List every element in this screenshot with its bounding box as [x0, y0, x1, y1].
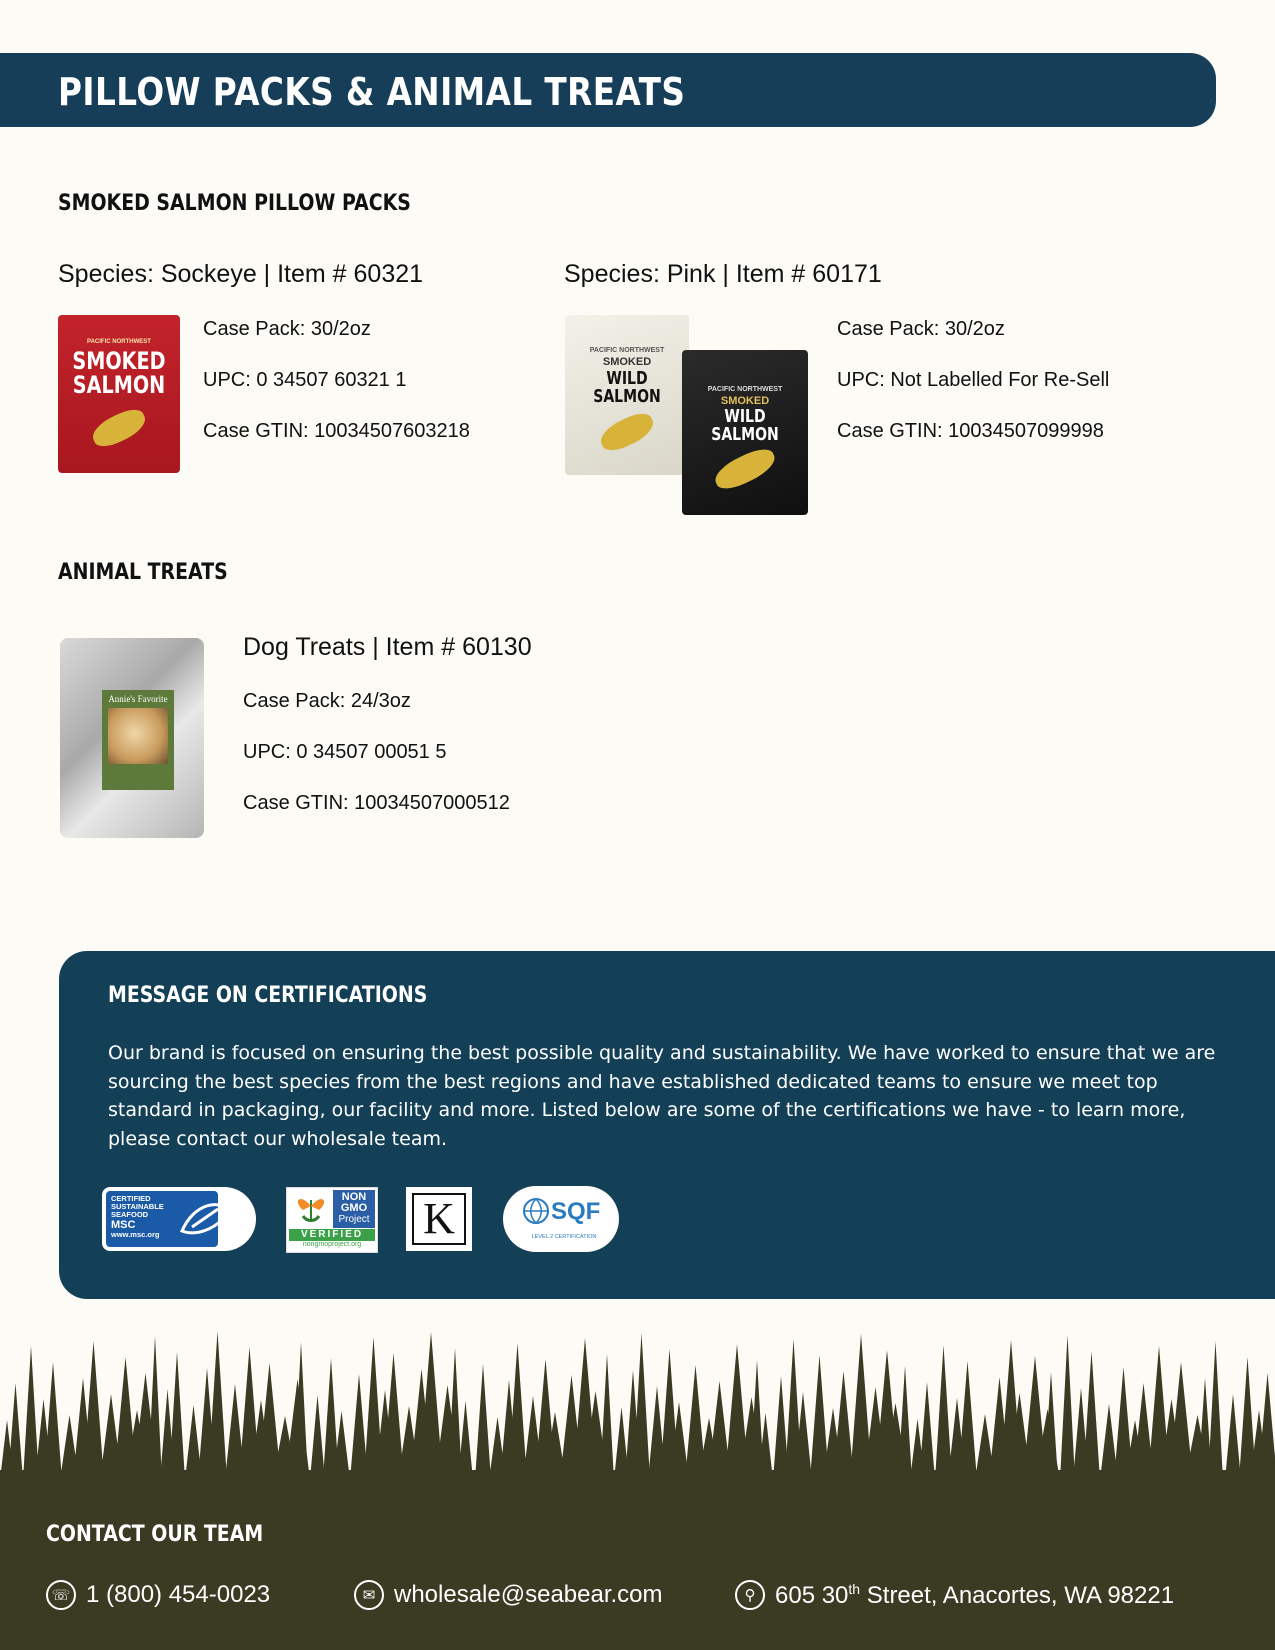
- pine-tree: [919, 1382, 935, 1480]
- pine-tree: [8, 1383, 23, 1480]
- pack-brand-text: PACIFIC NORTHWEST: [87, 339, 151, 345]
- certifications-body: Our brand is focused on ensuring the best possible quality and sustainability. We have worked to ensure that we are sourcing the best species from the best regions and have established dedicated teams to ensure we meet top standard in packaging, our facility and more. Listed below are some of the certifications we have - to learn more, please contact our wholesale team.: [108, 1042, 1216, 1150]
- pine-tree: [458, 1401, 473, 1480]
- sockeye-item-header: Species: Sockeye | Item # 60321: [58, 260, 424, 288]
- pine-tree: [935, 1345, 952, 1480]
- msc-url: www.msc.org: [111, 1230, 160, 1239]
- pine-tree: [310, 1395, 325, 1480]
- pack-wild-salmon-text: WILD SALMON: [711, 406, 779, 445]
- pine-tree: [898, 1366, 912, 1480]
- pack-smoked-text: SMOKED: [720, 395, 770, 407]
- email-address[interactable]: wholesale@seabear.com: [394, 1581, 663, 1608]
- sqf-text: SQF: [551, 1198, 601, 1225]
- mail-icon: ✉: [354, 1580, 384, 1610]
- msc-fish-icon: [174, 1197, 234, 1241]
- msc-mark: MSC: [111, 1219, 136, 1231]
- nongmo-gmo: GMO: [340, 1202, 368, 1214]
- contact-email[interactable]: [354, 1580, 663, 1610]
- nongmo-non: NON: [341, 1191, 367, 1203]
- pink-item-header: Species: Pink | Item # 60171: [564, 260, 882, 288]
- nongmo-url: nongmoproject.org: [302, 1241, 362, 1248]
- dog-photo: [108, 708, 168, 764]
- bag-brand-text: Annie's Favorite: [108, 694, 168, 704]
- nongmo-project: Project: [338, 1214, 370, 1225]
- contact-phone[interactable]: [46, 1580, 270, 1610]
- salmon-fish-icon: [88, 404, 150, 451]
- pack-salmon-text: SALMON: [72, 371, 166, 399]
- butterfly-icon: [289, 1190, 333, 1228]
- msc-line: SUSTAINABLE: [111, 1202, 164, 1211]
- kosher-logo: [406, 1187, 472, 1251]
- animal-treats-heading: ANIMAL TREATS: [58, 560, 228, 585]
- contact-heading: CONTACT OUR TEAM: [46, 1522, 264, 1547]
- address-street: Street, Anacortes, WA 98221: [860, 1581, 1175, 1609]
- msc-line: CERTIFIED: [111, 1194, 151, 1203]
- globe-icon: [521, 1196, 551, 1226]
- pack-brand-text: PACIFIC NORTHWEST: [589, 347, 665, 354]
- dog-treats-item-header: Dog Treats | Item # 60130: [243, 633, 532, 661]
- pack-smoked-text: SMOKED: [72, 347, 166, 375]
- salmon-fish-icon: [596, 408, 658, 455]
- address-suffix: th: [848, 1580, 861, 1597]
- location-pin-icon: ⚲: [735, 1580, 765, 1610]
- nongmo-verified: VERIFIED: [289, 1229, 375, 1241]
- pillow-packs-heading: SMOKED SALMON PILLOW PACKS: [58, 191, 411, 216]
- pine-tree: [1060, 1335, 1075, 1480]
- pine-tree: [44, 1362, 62, 1480]
- page-title: PILLOW PACKS & ANIMAL TREATS: [58, 70, 686, 114]
- salmon-fish-icon: [711, 444, 780, 495]
- sqf-level-text: LEVEL 2 CERTIFICATION: [531, 1234, 597, 1240]
- sockeye-pillow-pack-image: [58, 315, 180, 473]
- contact-address: [735, 1580, 1174, 1610]
- pine-tree: [600, 1354, 614, 1480]
- pine-tree: [1208, 1341, 1223, 1480]
- dog-treats-case-pack: Case Pack: 24/3oz: [243, 690, 411, 712]
- dog-treats-case-gtin: Case GTIN: 10034507000512: [243, 792, 510, 814]
- pine-tree: [148, 1336, 162, 1480]
- msc-line: SEAFOOD: [111, 1210, 149, 1219]
- address-number: 605 30: [775, 1581, 849, 1609]
- pine-tree: [833, 1371, 854, 1480]
- certifications-heading: MESSAGE ON CERTIFICATIONS: [108, 983, 428, 1008]
- pine-tree: [958, 1361, 977, 1480]
- kosher-k: K: [412, 1193, 466, 1245]
- pink-pillow-pack-white-image: [565, 315, 689, 475]
- non-gmo-project-logo: [286, 1187, 378, 1253]
- pine-tree: [23, 1346, 39, 1480]
- pink-case-gtin: Case GTIN: 10034507099998: [837, 420, 1104, 442]
- dog-treats-upc: UPC: 0 34507 00051 5: [243, 741, 447, 763]
- pink-case-pack: Case Pack: 30/2oz: [837, 318, 1005, 340]
- pink-upc: UPC: Not Labelled For Re-Sell: [837, 369, 1110, 391]
- pink-pillow-pack-black-image: [682, 350, 808, 515]
- pack-wild-salmon-text: WILD SALMON: [593, 368, 661, 407]
- msc-logo: [102, 1187, 256, 1251]
- sqf-logo: [503, 1186, 619, 1252]
- pine-tree: [1083, 1351, 1100, 1480]
- pack-smoked-text: SMOKED: [602, 356, 652, 368]
- dog-treats-bag-image: [60, 638, 204, 838]
- sockeye-upc: UPC: 0 34507 60321 1: [203, 369, 407, 391]
- pine-tree: [169, 1352, 185, 1480]
- pine-tree: [475, 1364, 491, 1480]
- pine-tree: [208, 1331, 227, 1480]
- phone-icon: ☏: [46, 1580, 76, 1610]
- pack-brand-text: PACIFIC NORTHWEST: [707, 386, 783, 393]
- address-text: [775, 1581, 1174, 1610]
- sockeye-case-gtin: Case GTIN: 10034507603218: [203, 420, 470, 442]
- sockeye-case-pack: Case Pack: 30/2oz: [203, 318, 371, 340]
- phone-number[interactable]: 1 (800) 454-0023: [86, 1581, 271, 1608]
- pine-tree: [1225, 1394, 1241, 1480]
